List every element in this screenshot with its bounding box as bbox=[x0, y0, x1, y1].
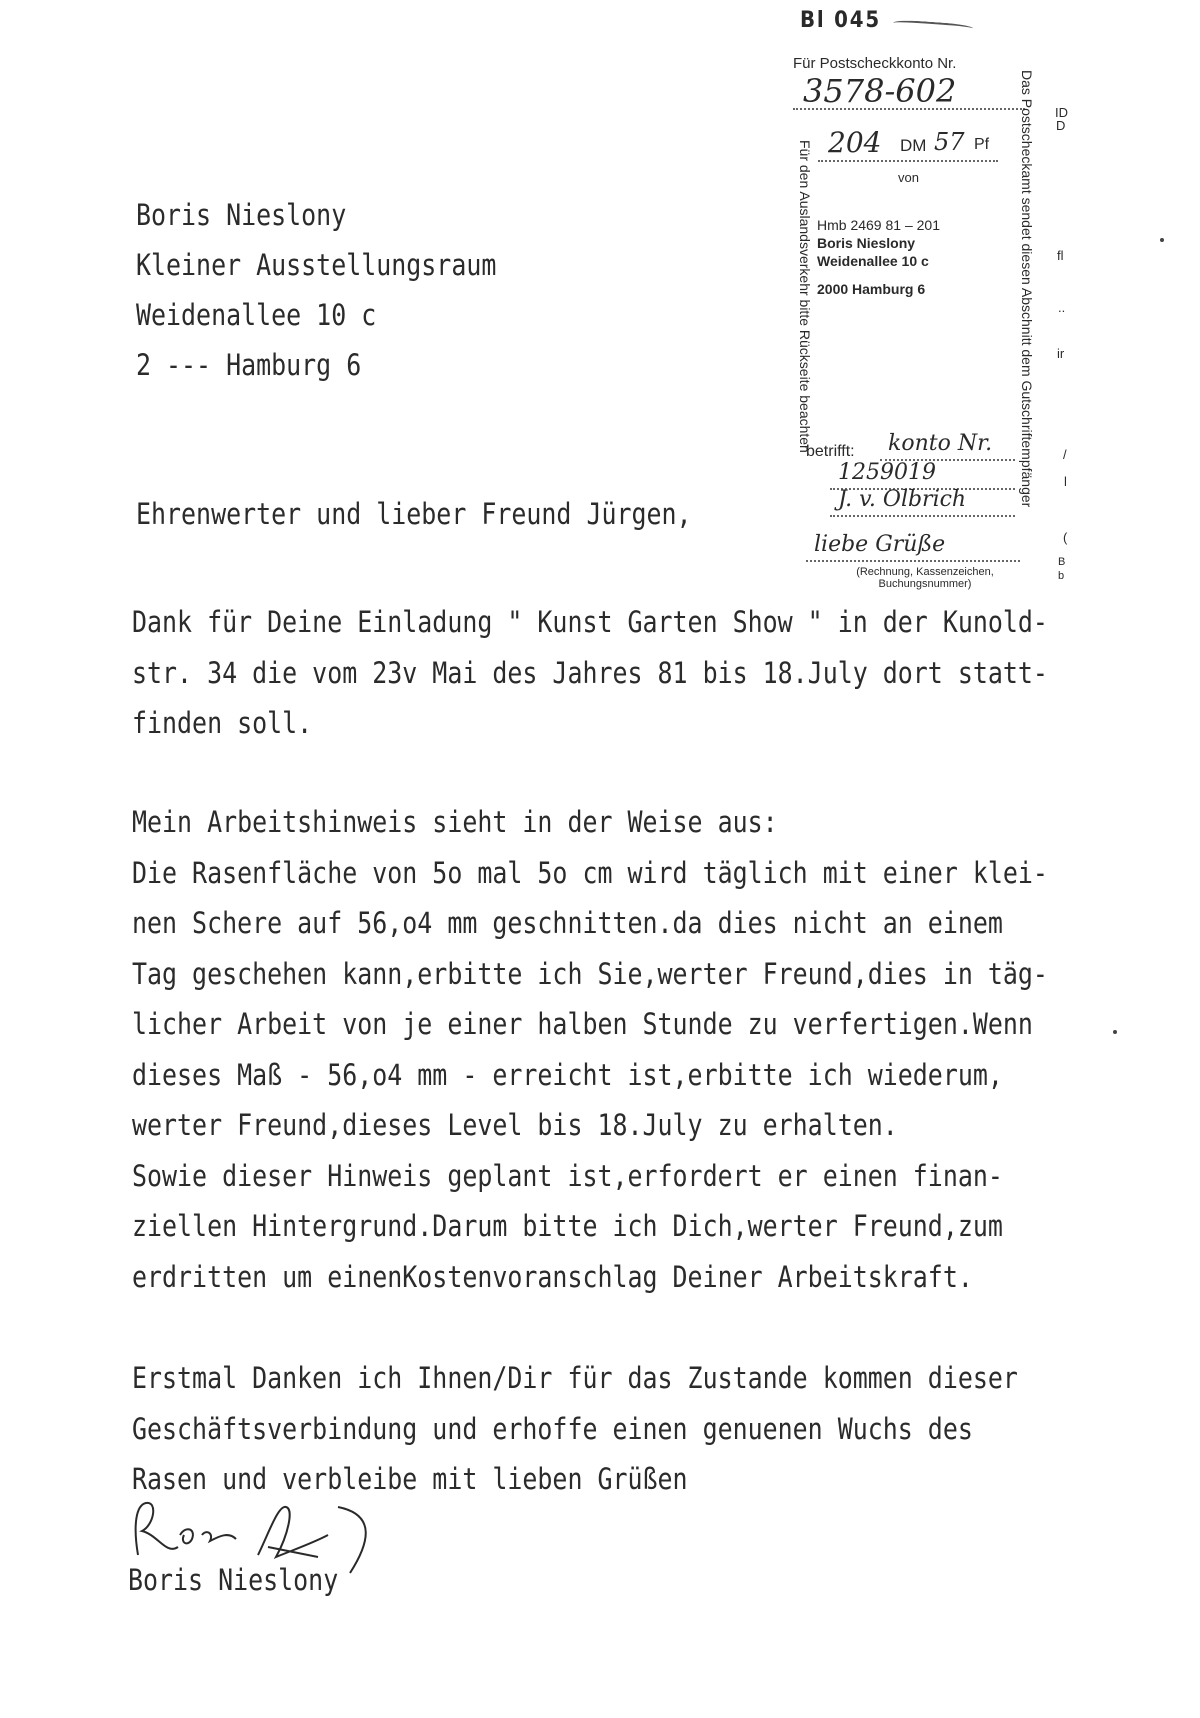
slip-reference-label: betrifft: bbox=[806, 443, 855, 460]
margin-fragment: D bbox=[1056, 118, 1066, 133]
slip-sender-line: Boris Nieslony bbox=[817, 235, 916, 251]
archive-pen-stroke bbox=[893, 19, 973, 34]
slip-amount-field bbox=[818, 126, 998, 162]
text-line: str. 34 die vom 23v Mai des Jahres 81 bis 18.July dort statt- bbox=[132, 655, 1048, 690]
margin-fragment: .. bbox=[1058, 300, 1066, 315]
slip-account-field bbox=[793, 72, 1025, 110]
text-line: finden soll. bbox=[132, 706, 313, 740]
margin-fragment: ID bbox=[1055, 105, 1068, 120]
paragraph-invitation bbox=[132, 597, 1048, 749]
margin-fragment: ( bbox=[1063, 530, 1068, 545]
text-line: Erstmal Danken ich Ihnen/Dir für das Zustande kommen dieser bbox=[132, 1361, 1018, 1395]
paragraph-work-instruction bbox=[132, 797, 1048, 1302]
signature-typed-name: Boris Nieslony bbox=[128, 1563, 339, 1597]
text-line: licher Arbeit von je einer halben Stunde zu verfertigen.Wenn bbox=[132, 1007, 1033, 1041]
paragraph-closing bbox=[132, 1353, 1018, 1505]
slip-pf-value: 57 bbox=[934, 128, 965, 156]
slip-title: Für Postscheckkonto Nr. bbox=[793, 55, 957, 72]
slip-reference-field bbox=[830, 487, 1015, 517]
ink-speck bbox=[1113, 1030, 1117, 1034]
text-line: erdritten um einenKostenvoranschlag Deiner Arbeitskraft. bbox=[132, 1259, 973, 1294]
slip-sender-line: Hmb 2469 81 – 201 bbox=[817, 217, 940, 233]
slip-amount-value: 204 bbox=[828, 126, 882, 159]
slip-reference-note: (Rechnung, Kassenzeichen, Buchungsnummer) bbox=[856, 566, 994, 590]
margin-fragment: l bbox=[1064, 474, 1067, 489]
margin-fragment: b bbox=[1058, 570, 1065, 582]
text-line: Rasen und verbleibe mit lieben Grüßen bbox=[132, 1462, 688, 1496]
text-line: Mein Arbeitshinweis sieht in der Weise aus: bbox=[132, 805, 778, 839]
archive-number: Bl 045 bbox=[800, 8, 881, 33]
slip-account-number: 3578-602 bbox=[803, 72, 957, 110]
sender-line: Kleiner Ausstellungsraum bbox=[136, 248, 497, 282]
text-line: Tag geschehen kann,erbitte ich Sie,werter Freund,dies in täg- bbox=[132, 956, 1048, 991]
text-line: werter Freund,dieses Level bis 18.July zu erhalten. bbox=[132, 1108, 898, 1142]
slip-sender-line: 2000 Hamburg 6 bbox=[817, 281, 926, 297]
margin-fragment: fl bbox=[1057, 248, 1064, 263]
sender-line: Weidenallee 10 c bbox=[136, 298, 377, 332]
text-line: ziellen Hintergrund.Darum bitte ich Dich,werter Freund,zum bbox=[132, 1209, 1003, 1243]
sender-address bbox=[136, 190, 496, 390]
text-line: Geschäftsverbindung und erhoffe einen genuenen Wuchs des bbox=[132, 1411, 973, 1446]
slip-reference-text: konto Nr. bbox=[888, 431, 993, 456]
slip-sender-line: Weidenallee 10 c bbox=[817, 253, 929, 269]
slip-reference-text: J. v. Olbrich bbox=[838, 487, 967, 512]
slip-von-label: von bbox=[898, 170, 919, 185]
slip-reference-text: liebe Grüße bbox=[814, 532, 946, 557]
slip-reference-field bbox=[806, 532, 1020, 562]
margin-fragment: ir bbox=[1057, 346, 1065, 361]
salutation: Ehrenwerter und lieber Freund Jürgen, bbox=[136, 497, 692, 531]
sender-line: Boris Nieslony bbox=[136, 198, 347, 232]
margin-fragment: / bbox=[1063, 447, 1067, 462]
slip-reference-field bbox=[880, 431, 1015, 461]
sender-line: 2 --- Hamburg 6 bbox=[136, 348, 362, 382]
slip-pf-label: Pf bbox=[974, 136, 990, 153]
slip-currency: DM bbox=[900, 136, 927, 155]
ink-speck bbox=[1160, 238, 1164, 242]
slip-vertical-note-right: Das Postscheckamt sendet diesen Abschnitt dem Gutschriftempfänger bbox=[1019, 70, 1035, 508]
slip-sender-address bbox=[817, 216, 940, 298]
text-line: dieses Maß - 56,o4 mm - erreicht ist,erbitte ich wiederum, bbox=[132, 1057, 1003, 1092]
margin-fragment: B bbox=[1058, 556, 1066, 568]
text-line: Dank für Deine Einladung " Kunst Garten Show " in der Kunold- bbox=[132, 605, 1048, 639]
slip-vertical-note-left: Für den Auslandsverkehr bitte Rückseite beachten bbox=[797, 140, 813, 453]
text-line: Sowie dieser Hinweis geplant ist,erfordert er einen finan- bbox=[132, 1158, 1003, 1193]
text-line: nen Schere auf 56,o4 mm geschnitten.da dies nicht an einem bbox=[132, 906, 1003, 940]
slip-reference-text: 1259019 bbox=[838, 460, 936, 485]
text-line: Die Rasenfläche von 5o mal 5o cm wird täglich mit einer klei- bbox=[132, 855, 1048, 890]
